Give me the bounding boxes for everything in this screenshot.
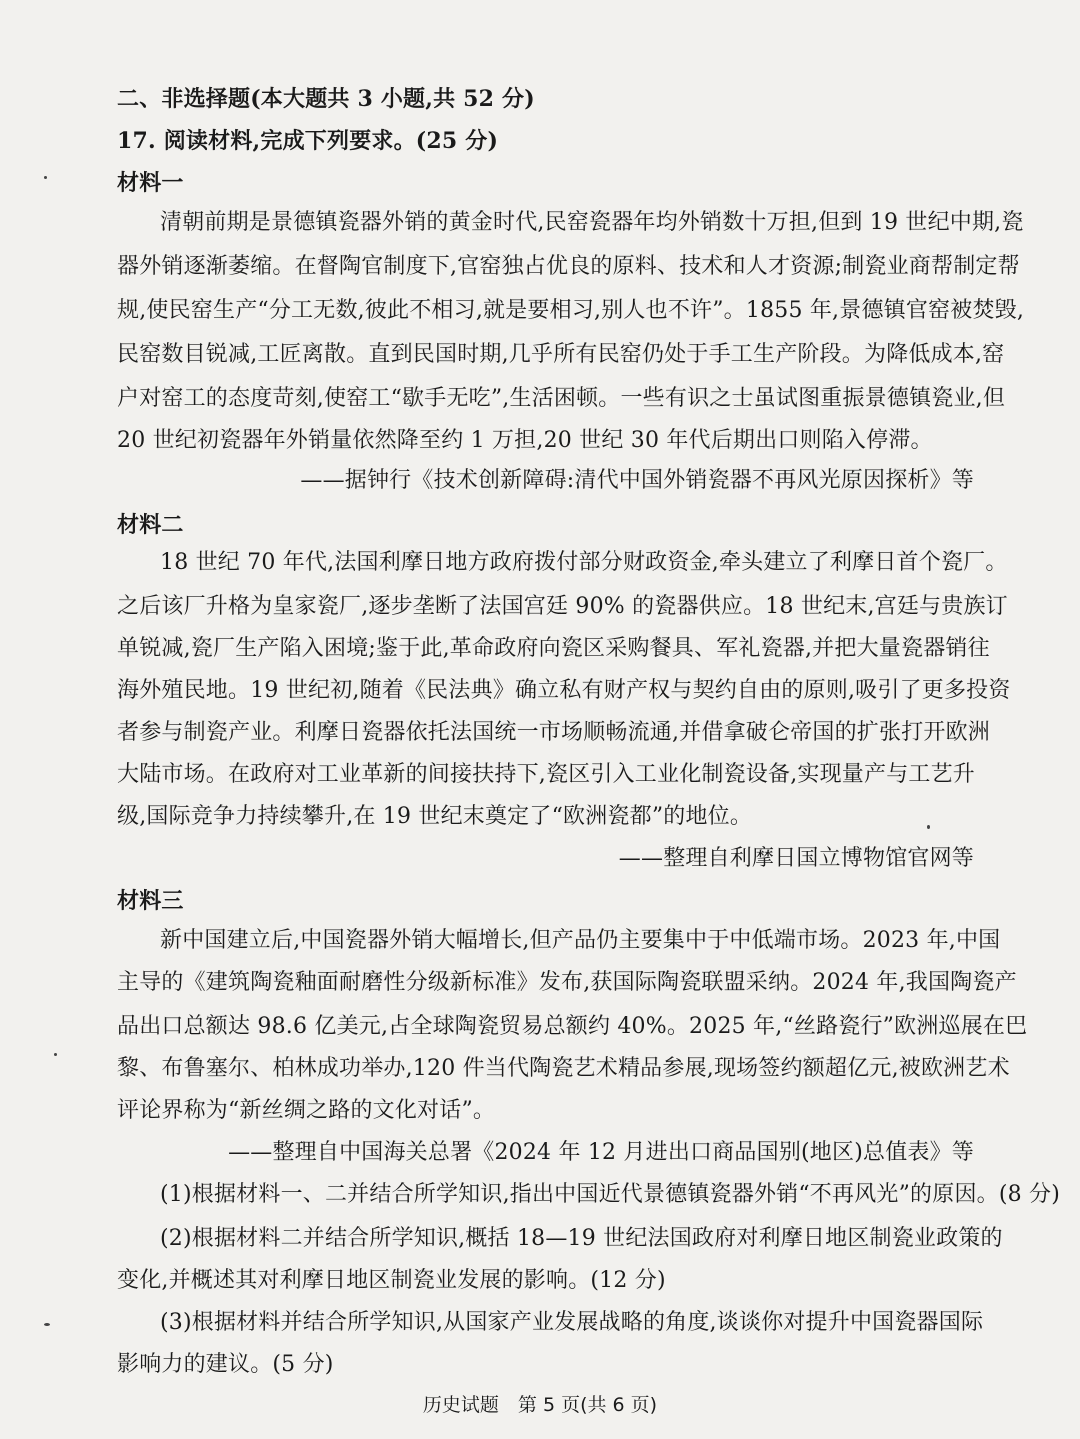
material-3-heading: 材料三 bbox=[117, 888, 184, 914]
question-3-line: 影响力的建议。(5 分) bbox=[117, 1352, 334, 1377]
question-3-line: (3)根据材料并结合所学知识,从国家产业发展战略的角度,谈谈你对提升中国瓷器国际 bbox=[160, 1310, 984, 1335]
material-3-line: 主导的《建筑陶瓷釉面耐磨性分级新标准》发布,获国际陶瓷联盟采纳。2024 年,我国陶瓷产 bbox=[117, 970, 1017, 995]
material-2-source: ——整理自利摩日国立博物馆官网等 bbox=[618, 846, 974, 871]
question-2-line: (2)根据材料二并结合所学知识,概括 18—19 世纪法国政府对利摩日地区制瓷业政策的 bbox=[160, 1226, 1003, 1251]
material-2-line: 大陆市场。在政府对工业革新的间接扶持下,瓷区引入工业化制瓷设备,实现量产与工艺升 bbox=[117, 762, 975, 787]
scan-speck bbox=[54, 1053, 57, 1056]
material-2-line: 海外殖民地。19 世纪初,随着《民法典》确立私有财产权与契约自由的原则,吸引了更多投资 bbox=[117, 678, 1011, 703]
material-3-line: 黎、布鲁塞尔、柏林成功举办,120 件当代陶瓷艺术精品参展,现场签约额超亿元,被欧洲艺术 bbox=[117, 1056, 1010, 1081]
material-1-line: 民窑数目锐减,工匠离散。直到民国时期,几乎所有民窑仍处于手工生产阶段。为降低成本,窑 bbox=[117, 342, 1005, 367]
question-2-line: 变化,并概述其对利摩日地区制瓷业发展的影响。(12 分) bbox=[117, 1268, 666, 1293]
material-3-line: 品出口总额达 98.6 亿美元,占全球陶瓷贸易总额约 40%。2025 年,“丝路瓷行”欧洲巡展在巴 bbox=[117, 1014, 1028, 1039]
material-3-source: ——整理自中国海关总署《2024 年 12 月进出口商品国别(地区)总值表》等 bbox=[228, 1140, 974, 1165]
scan-speck bbox=[44, 176, 47, 179]
question-1: (1)根据材料一、二并结合所学知识,指出中国近代景德镇瓷器外销“不再风光”的原因。(8 分) bbox=[160, 1182, 1061, 1207]
section-title: 二、非选择题(本大题共 3 小题,共 52 分) bbox=[117, 86, 535, 112]
scan-speck bbox=[927, 825, 930, 829]
material-3-line: 评论界称为“新丝绸之路的文化对话”。 bbox=[117, 1098, 496, 1123]
question-title: 17. 阅读材料,完成下列要求。(25 分) bbox=[117, 128, 499, 154]
page-footer: 历史试题 第 5 页(共 6 页) bbox=[422, 1394, 658, 1416]
material-2-line: 之后该厂升格为皇家瓷厂,逐步垄断了法国宫廷 90% 的瓷器供应。18 世纪末,宫廷与贵族订 bbox=[117, 594, 1008, 619]
material-3-line: 新中国建立后,中国瓷器外销大幅增长,但产品仍主要集中于中低端市场。2023 年,中国 bbox=[160, 928, 1001, 953]
material-1-line: 器外销逐渐萎缩。在督陶官制度下,官窑独占优良的原料、技术和人才资源;制瓷业商帮制定帮 bbox=[117, 254, 1020, 279]
material-2-heading: 材料二 bbox=[117, 512, 184, 538]
material-1-line: 20 世纪初瓷器年外销量依然降至约 1 万担,20 世纪 30 年代后期出口则陷入停滞。 bbox=[117, 428, 933, 453]
material-1-line: 规,使民窑生产“分工无数,彼此不相习,就是要相习,别人也不许”。1855 年,景德镇官窑被焚毁, bbox=[117, 298, 1025, 323]
material-1-line: 清朝前期是景德镇瓷器外销的黄金时代,民窑瓷器年均外销数十万担,但到 19 世纪中期,瓷 bbox=[160, 210, 1024, 235]
material-2-line: 者参与制瓷产业。利摩日瓷器依托法国统一市场顺畅流通,并借拿破仑帝国的扩张打开欧洲 bbox=[117, 720, 990, 745]
material-1-source: ——据钟行《技术创新障碍:清代中国外销瓷器不再风光原因探析》等 bbox=[300, 468, 974, 493]
material-2-line: 级,国际竞争力持续攀升,在 19 世纪末奠定了“欧洲瓷都”的地位。 bbox=[117, 804, 753, 829]
material-1-line: 户对窑工的态度苛刻,使窑工“歇手无吃”,生活困顿。一些有识之士虽试图重振景德镇瓷业,但 bbox=[117, 386, 1006, 411]
material-2-line: 单锐减,瓷厂生产陷入困境;鉴于此,革命政府向瓷区采购餐具、军礼瓷器,并把大量瓷器销往 bbox=[117, 636, 990, 661]
material-2-line: 18 世纪 70 年代,法国利摩日地方政府拨付部分财政资金,牵头建立了利摩日首个瓷厂。 bbox=[160, 550, 1008, 575]
material-1-heading: 材料一 bbox=[117, 170, 184, 196]
scan-speck bbox=[44, 1323, 50, 1326]
